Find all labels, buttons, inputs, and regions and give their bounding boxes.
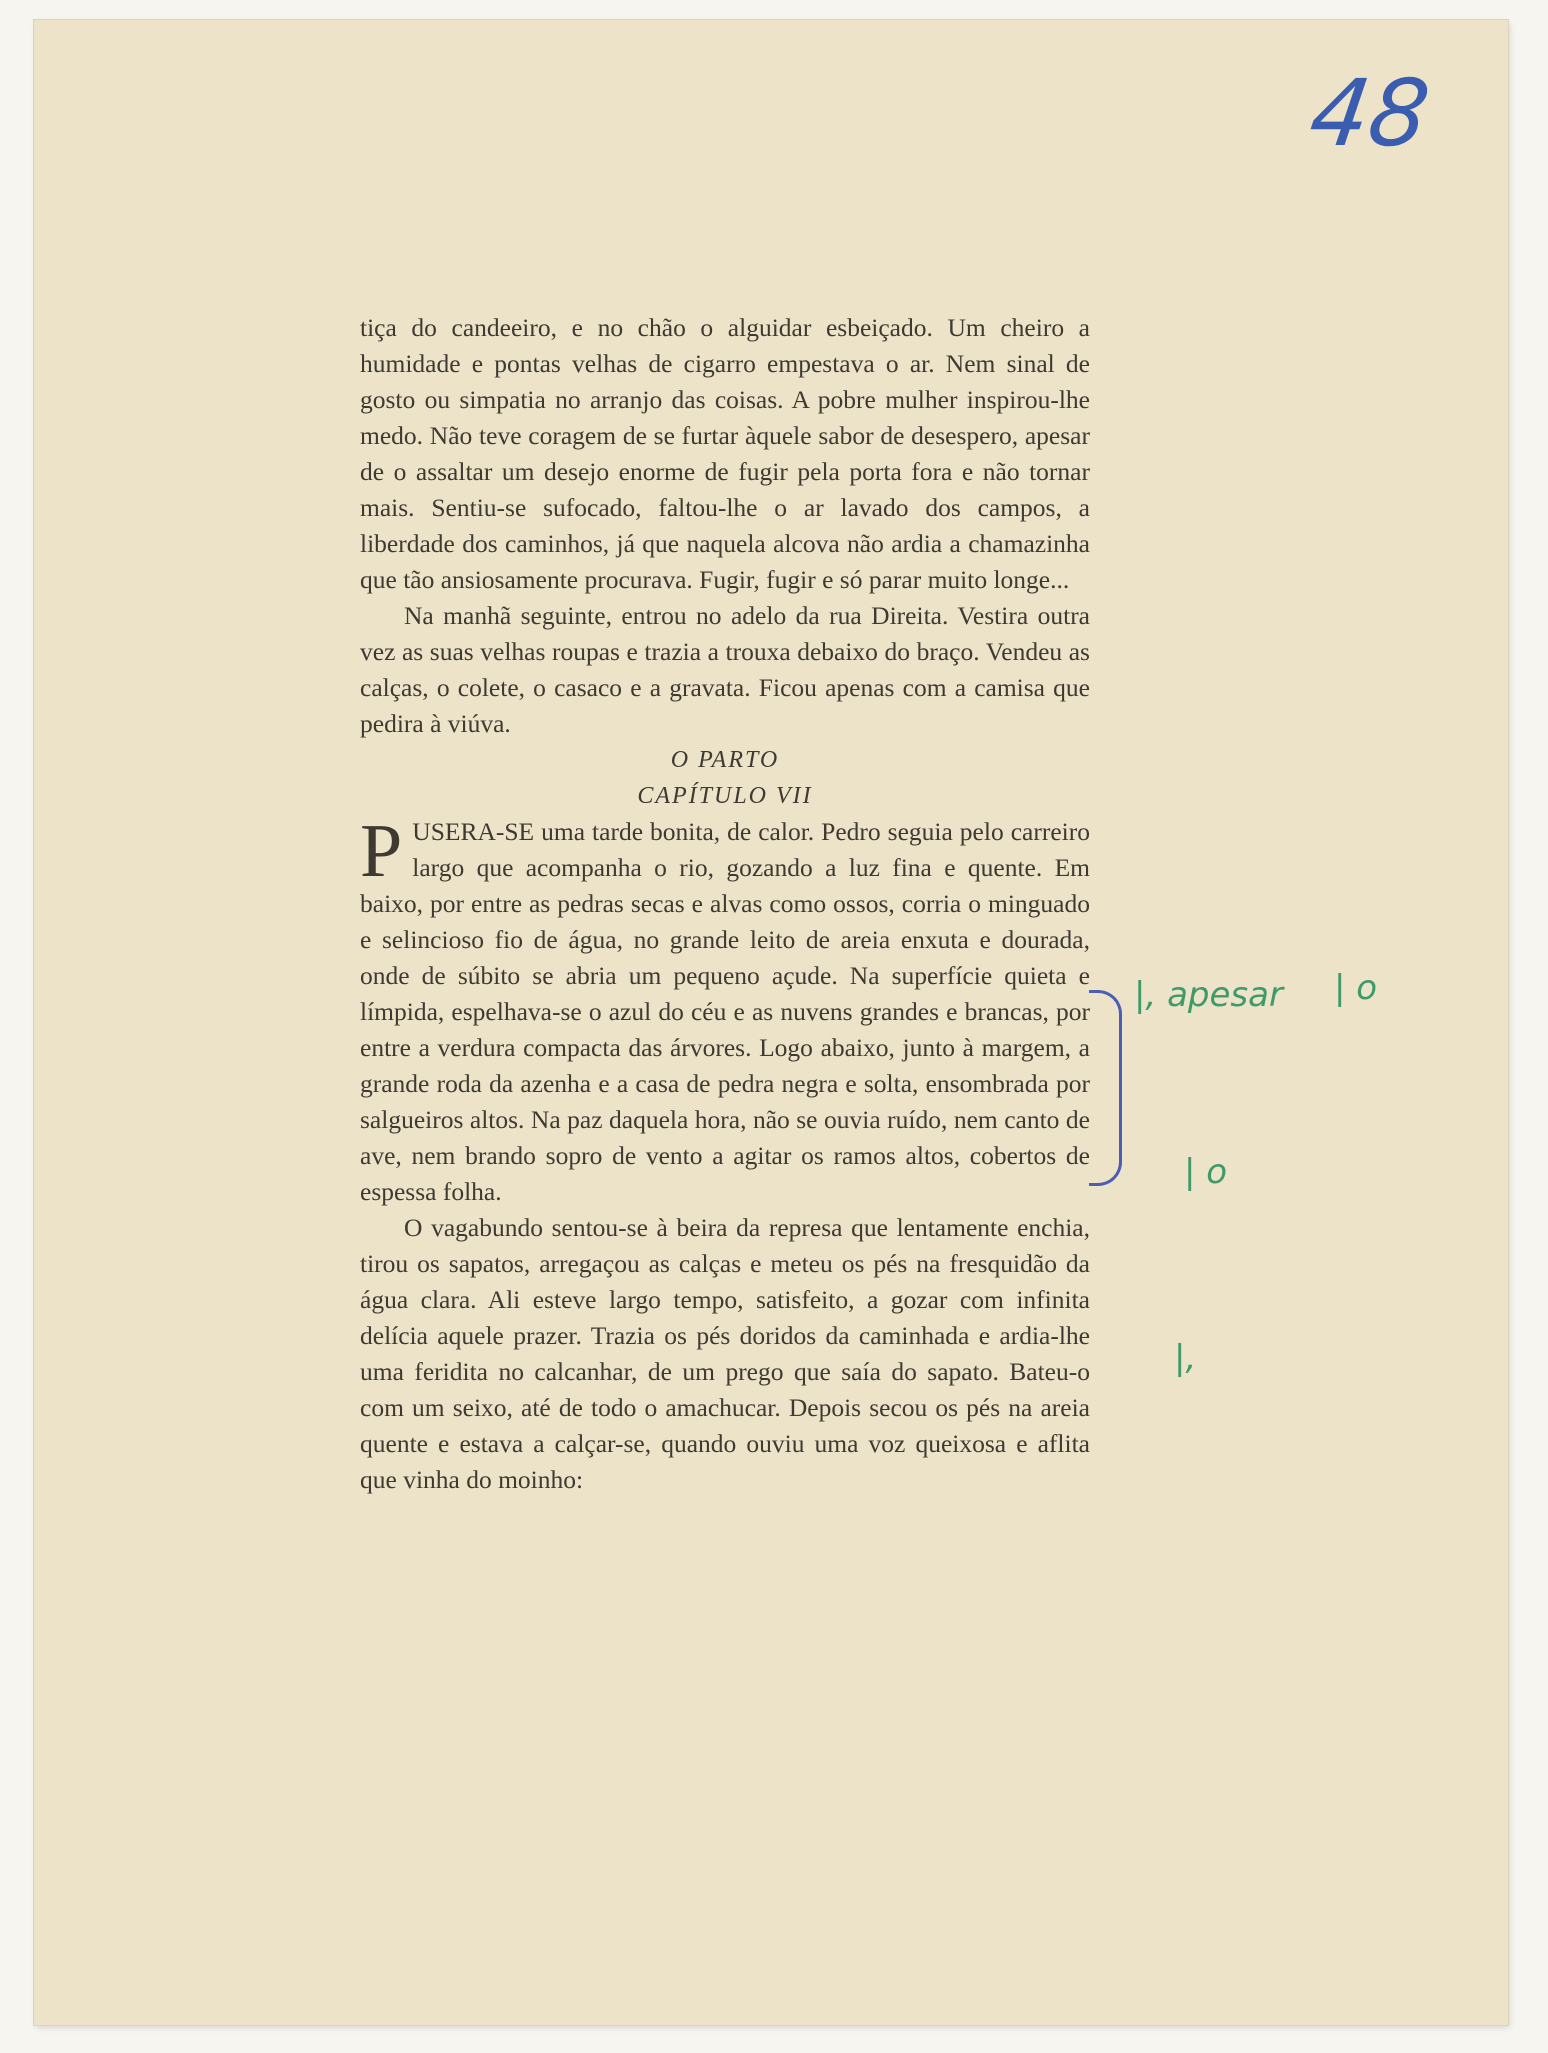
chapter-paragraph xyxy=(360,809,1090,1210)
margin-annotation: | o xyxy=(1184,1152,1228,1192)
handwritten-bracket xyxy=(1089,990,1122,1186)
margin-annotation-apesar: |, apesar xyxy=(1134,975,1283,1015)
paragraph: O vagabundo sentou-se à beira da represa que lentamente enchia, tirou os sapatos, arregaçou as calças e meteu os pés na fresquidão da água clara. Ali esteve largo tempo, satisfeito, a gozar com infinita delícia aquele prazer. Trazia os pés doridos da caminhada e ardia-lhe uma feridita no calcanhar, de um prego que saía do sapato. Bateu-o com um seixo, até de todo o amachucar. Depois secou os pés na areia quente e estava a calçar-se, quando ouviu uma voz queixosa e aflita que vinha do moinho: xyxy=(360,1213,1090,1494)
paragraph: tiça do candeeiro, e no chão o alguidar esbeiçado. Um cheiro a humidade e pontas velhas de cigarro empestava o ar. Nem sinal de gosto ou simpatia no arranjo das coisas. A pobre mulher inspirou-lhe medo. Não teve coragem de se furtar àquele sabor de desespero, apesar de o assaltar um desejo enorme de fugir pela porta fora e não tornar mais. Sentiu-se sufocado, faltou-lhe o ar lavado dos campos, a liberdade dos caminhos, já que naquela alcova não ardia a chamazinha que tão ansiosamente procurava. Fugir, fugir e só parar muito longe... xyxy=(360,313,1090,594)
paragraph: Na manhã seguinte, entrou no adelo da rua Direita. Vestira outra vez as suas velhas roupas e trazia a trouxa debaixo do braço. Vendeu as calças, o colete, o casaco e a gravata. Ficou apenas com a camisa que pedira à viúva. xyxy=(360,601,1090,738)
chapter-title: CAPÍTULO VII xyxy=(637,783,813,809)
dropcap: P xyxy=(360,809,403,893)
page-number: 48 xyxy=(1303,60,1436,167)
margin-annotation: | o xyxy=(1334,968,1378,1008)
manuscript-page xyxy=(34,20,1508,2025)
section-title: O PARTO xyxy=(670,747,780,773)
chapter-paragraph-text: USERA-SE uma tarde bonita, de calor. Pedro seguia pelo carreiro largo que acompanha o rio, gozando a luz fina e quente. Em baixo, por entre as pedras secas e alvas como ossos, corria o minguado e selincioso fio de água, no grande leito de areia enxuta e dourada, onde de súbito se abria um pequeno açude. Na superfície quieta e límpida, espelhava-se o azul do céu e as nuvens grandes e brancas, por entre a verdura compacta das árvores. Logo abaixo, junto à margem, a grande roda da azenha e a casa de pedra negra e solta, ensombrada por salgueiros altos. Na paz daquela hora, não se ouvia ruído, nem canto de ave, nem brando sopro de vento a agitar os ramos altos, cobertos de espessa folha. xyxy=(360,817,1090,1206)
body-text xyxy=(360,310,1090,1498)
margin-annotation: |, xyxy=(1174,1338,1197,1378)
